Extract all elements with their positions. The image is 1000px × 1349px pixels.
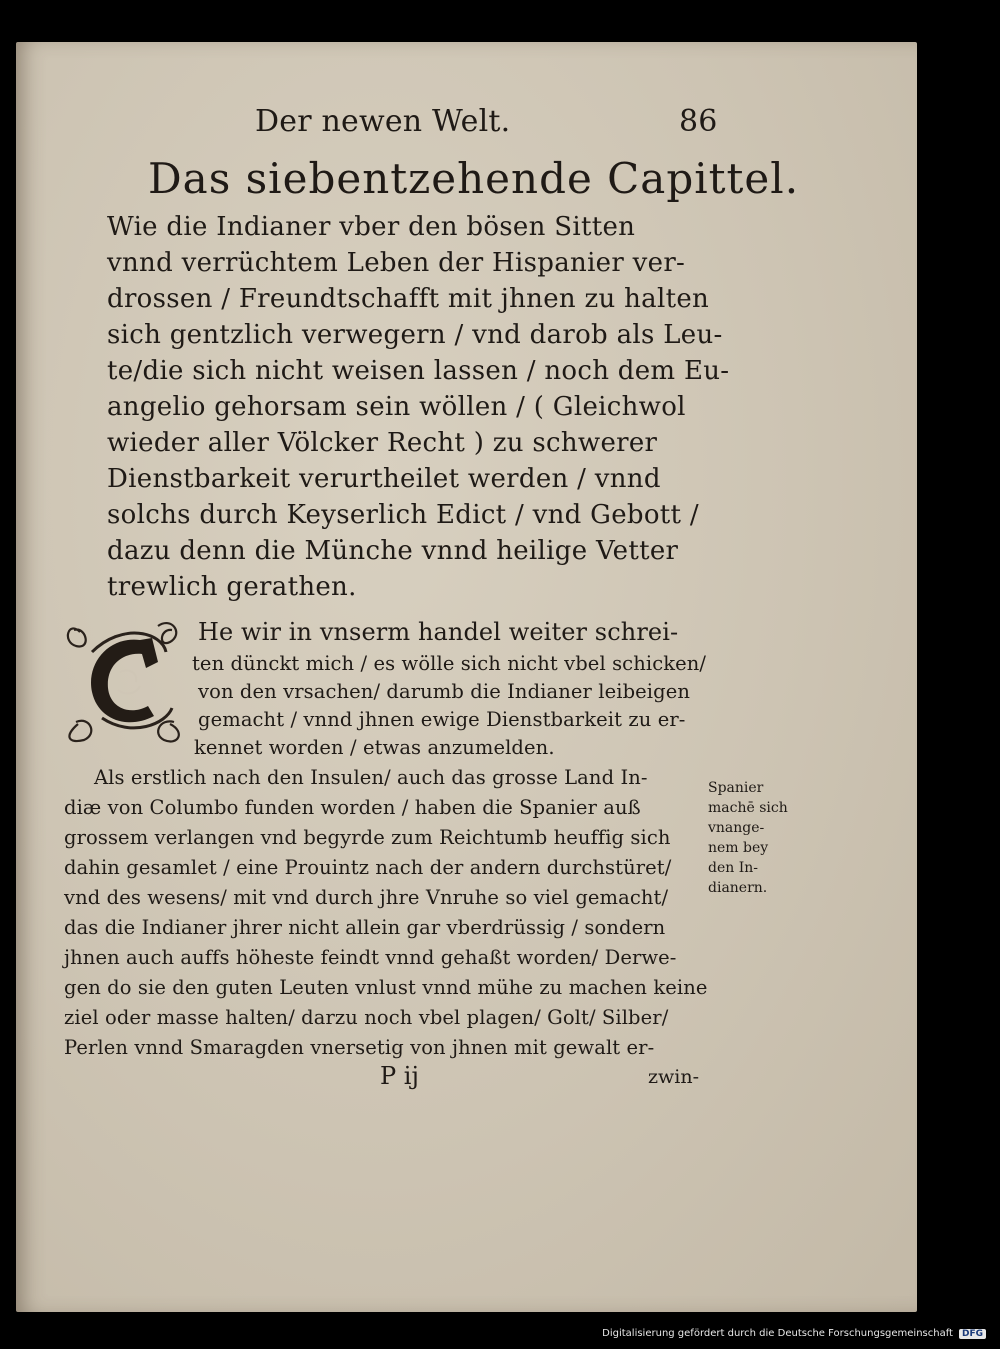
summary-line: wieder aller Völcker Recht ) zu schwerer [107, 428, 658, 458]
body-line: grossem verlangen vnd begyrde zum Reichtumb heuffig sich [64, 826, 671, 849]
body-line: ten dünckt mich / es wölle sich nicht vbel schicken/ [192, 652, 707, 675]
body-line: gen do sie den guten Leuten vnlust vnnd mühe zu machen keine [64, 976, 708, 999]
summary-line: drossen / Freundtschafft mit jhnen zu halten [107, 284, 710, 314]
dfg-logo-icon: DFG [959, 1329, 986, 1339]
summary-line: vnnd verrüchtem Leben der Hispanier ver- [107, 248, 686, 278]
body-line: diæ von Columbo funden worden / haben die Spanier auß [64, 796, 641, 819]
running-head: Der newen Welt. [255, 104, 511, 139]
signature-mark: P ij [380, 1062, 419, 1090]
digitization-footer [602, 1328, 986, 1339]
body-line: kennet worden / etwas anzumelden. [194, 736, 555, 759]
margin-note-line: Spanier [708, 780, 764, 796]
summary-line: dazu denn die Münche vnnd heilige Vetter [107, 536, 679, 566]
page-number: 86 [679, 104, 718, 139]
chapter-title: Das siebentzehende Capittel. [148, 154, 800, 203]
margin-note-line: nem bey [708, 840, 769, 856]
marginal-note [708, 778, 788, 898]
catchword: zwin- [648, 1066, 700, 1088]
summary-line: Dienstbarkeit verurtheilet werden / vnnd [107, 464, 661, 494]
margin-note-line: machē sich [708, 800, 788, 816]
summary-line: solchs durch Keyserlich Edict / vnd Gebott / [107, 500, 699, 530]
summary-line: angelio gehorsam sein wöllen / ( Gleichwol [107, 392, 686, 422]
margin-note-line: den In- [708, 860, 758, 876]
body-line: jhnen auch auffs höheste feindt vnnd gehaßt worden/ Derwe- [64, 946, 677, 969]
margin-note-line: vnange- [708, 820, 765, 836]
summary-line: Wie die Indianer vber den bösen Sitten [107, 212, 636, 242]
summary-line: trewlich gerathen. [107, 572, 357, 602]
body-line: Als erstlich nach den Insulen/ auch das grosse Land In- [94, 766, 648, 789]
body-line: von den vrsachen/ darumb die Indianer leibeigen [198, 680, 691, 703]
body-line: das die Indianer jhrer nicht allein gar vberdrüssig / sondern [64, 916, 666, 939]
summary-line: sich gentzlich verwegern / vnd darob als Leu- [107, 320, 723, 350]
margin-note-line: dianern. [708, 880, 768, 896]
body-line: gemacht / vnnd jhnen ewige Dienstbarkeit zu er- [198, 708, 686, 731]
summary-line: te/die sich nicht weisen lassen / noch dem Eu- [107, 356, 730, 386]
footer-credit: Digitalisierung gefördert durch die Deutsche Forschungsgemeinschaft [602, 1328, 953, 1339]
body-line: dahin gesamlet / eine Prouintz nach der andern durchstüret/ [64, 856, 672, 879]
body-line: vnd des wesens/ mit vnd durch jhre Vnruhe so viel gemacht/ [64, 886, 669, 909]
body-line: ziel oder masse halten/ darzu noch vbel plagen/ Golt/ Silber/ [64, 1006, 669, 1029]
decorated-initial-icon [62, 612, 192, 748]
body-line: He wir in vnserm handel weiter schrei- [198, 618, 679, 646]
body-line: Perlen vnnd Smaragden vnersetig von jhnen mit gewalt er- [64, 1036, 655, 1059]
